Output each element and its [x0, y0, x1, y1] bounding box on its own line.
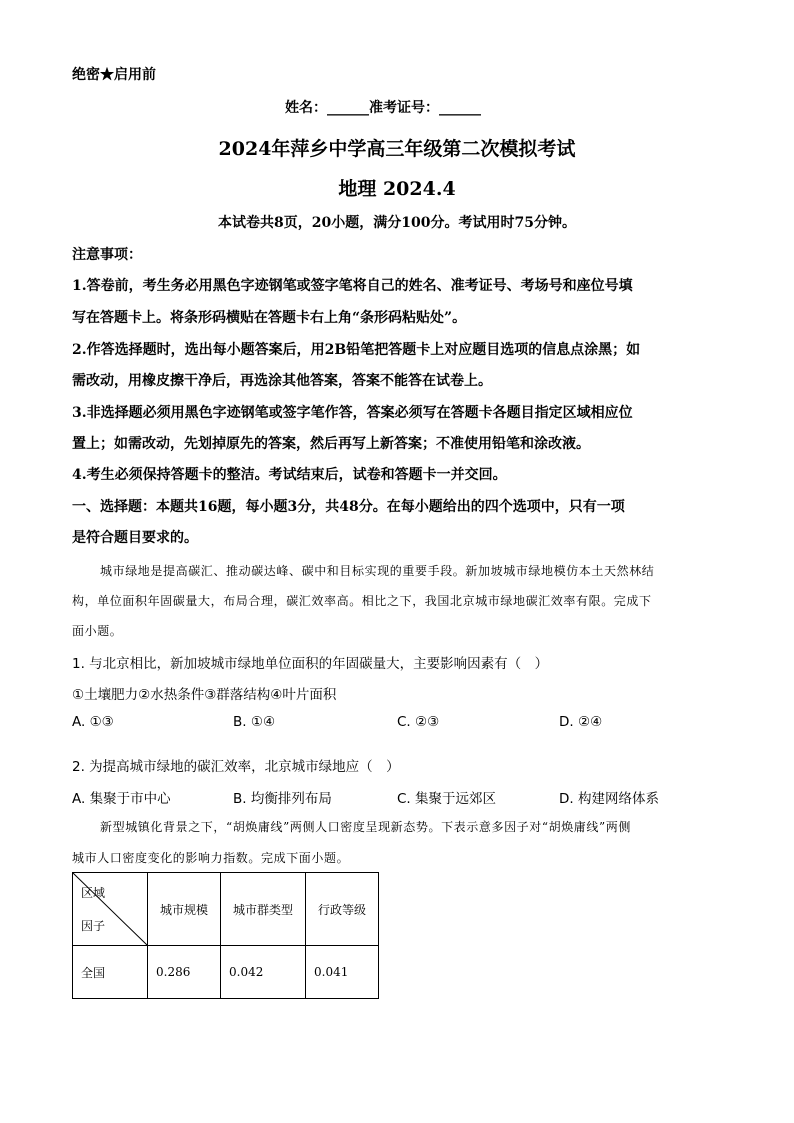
table-cell: 0.042: [221, 946, 306, 999]
passage-line: 城市绿地是提高碳汇、推动碳达峰、碳中和目标实现的重要手段。新加坡城市绿地模仿本土天然林结: [100, 564, 655, 578]
note-line: 4.考生必须保持答题卡的整洁。考试结束后，试卷和答题卡一并交回。: [72, 467, 507, 483]
note-line: 2.作答选择题时，选出每小题答案后，用2B铅笔把答题卡上对应题目选项的信息点涂黑；如: [72, 342, 641, 358]
section-heading: 一、选择题：本题共16题，每小题3分，共48分。在每小题给出的四个选项中，只有一项: [72, 499, 625, 515]
q1-option-b[interactable]: B. ①④: [233, 714, 276, 730]
q1-option-c[interactable]: C. ②③: [397, 714, 440, 730]
note-line: 需改动，用橡皮擦干净后，再选涂其他答案，答案不能答在试卷上。: [72, 373, 492, 389]
q2-option-d[interactable]: D. 构建网络体系: [559, 791, 659, 807]
name-id-line: 姓名：______准考证号：______: [285, 100, 481, 116]
q2-option-a[interactable]: A. 集聚于市中心: [72, 791, 171, 807]
question-1-stem: 1. 与北京相比，新加坡城市绿地单位面积的年固碳量大，主要影响因素有（ ）: [72, 656, 549, 672]
passage-line: 面小题。: [72, 624, 123, 638]
exam-title: 2024年萍乡中学高三年级第二次模拟考试: [218, 138, 576, 160]
table-header-row: [73, 873, 379, 946]
table-header-cell: 城市规模: [148, 873, 221, 946]
note-line: 写在答题卡上。将条形码横贴在答题卡右上角“条形码粘贴处”。: [72, 310, 467, 326]
q2-option-c[interactable]: C. 集聚于远郊区: [397, 791, 497, 807]
table-corner-cell: [73, 873, 148, 946]
table-header-cell: 行政等级: [306, 873, 379, 946]
q1-option-d[interactable]: D. ②④: [559, 714, 603, 730]
note-line: 1.答卷前，考生务必用黑色字迹钢笔或签字笔将自己的姓名、准考证号、考场号和座位号填: [72, 278, 633, 294]
table-cell: 0.041: [306, 946, 379, 999]
table-header-cell: 城市群类型: [221, 873, 306, 946]
question-1-factors: ①土壤肥力②水热条件③群落结构④叶片面积: [72, 687, 337, 703]
diagonal-line: [73, 873, 147, 945]
exam-subtitle: 地理 2024.4: [338, 178, 456, 200]
note-line: 3.非选择题必须用黑色字迹钢笔或签字笔作答，答案必须写在答题卡各题目指定区域相应位: [72, 405, 633, 421]
factor-table: [72, 872, 379, 999]
note-line: 置上；如需改动，先划掉原先的答案，然后再写上新答案；不准使用铅笔和涂改液。: [72, 436, 590, 452]
table-row-label: 全国: [73, 946, 148, 999]
passage-line: 城市人口密度变化的影响力指数。完成下面小题。: [72, 851, 350, 865]
q1-option-a[interactable]: A. ①③: [72, 714, 114, 730]
notes-heading: 注意事项：: [72, 247, 142, 263]
passage-line: 新型城镇化背景之下，“胡焕庸线”两侧人口密度呈现新态势。下表示意多因子对“胡焕庸线”两侧: [100, 820, 631, 834]
exam-info: 本试卷共8页，20小题，满分100分。考试用时75分钟。: [218, 215, 576, 231]
confidential-label: 绝密★启用前: [72, 67, 156, 83]
section-heading-cont: 是符合题目要求的。: [72, 530, 198, 546]
table-cell: 0.286: [148, 946, 221, 999]
passage-line: 构，单位面积年固碳量大，布局合理，碳汇效率高。相比之下，我国北京城市绿地碳汇效率有限。完成下: [72, 594, 652, 608]
question-2-stem: 2. 为提高城市绿地的碳汇效率，北京城市绿地应（ ）: [72, 759, 400, 775]
q2-option-b[interactable]: B. 均衡排列布局: [233, 791, 332, 807]
table-row: [73, 946, 379, 999]
corner-top-label: 区域: [81, 886, 106, 900]
corner-bottom-label: 因子: [81, 919, 106, 933]
